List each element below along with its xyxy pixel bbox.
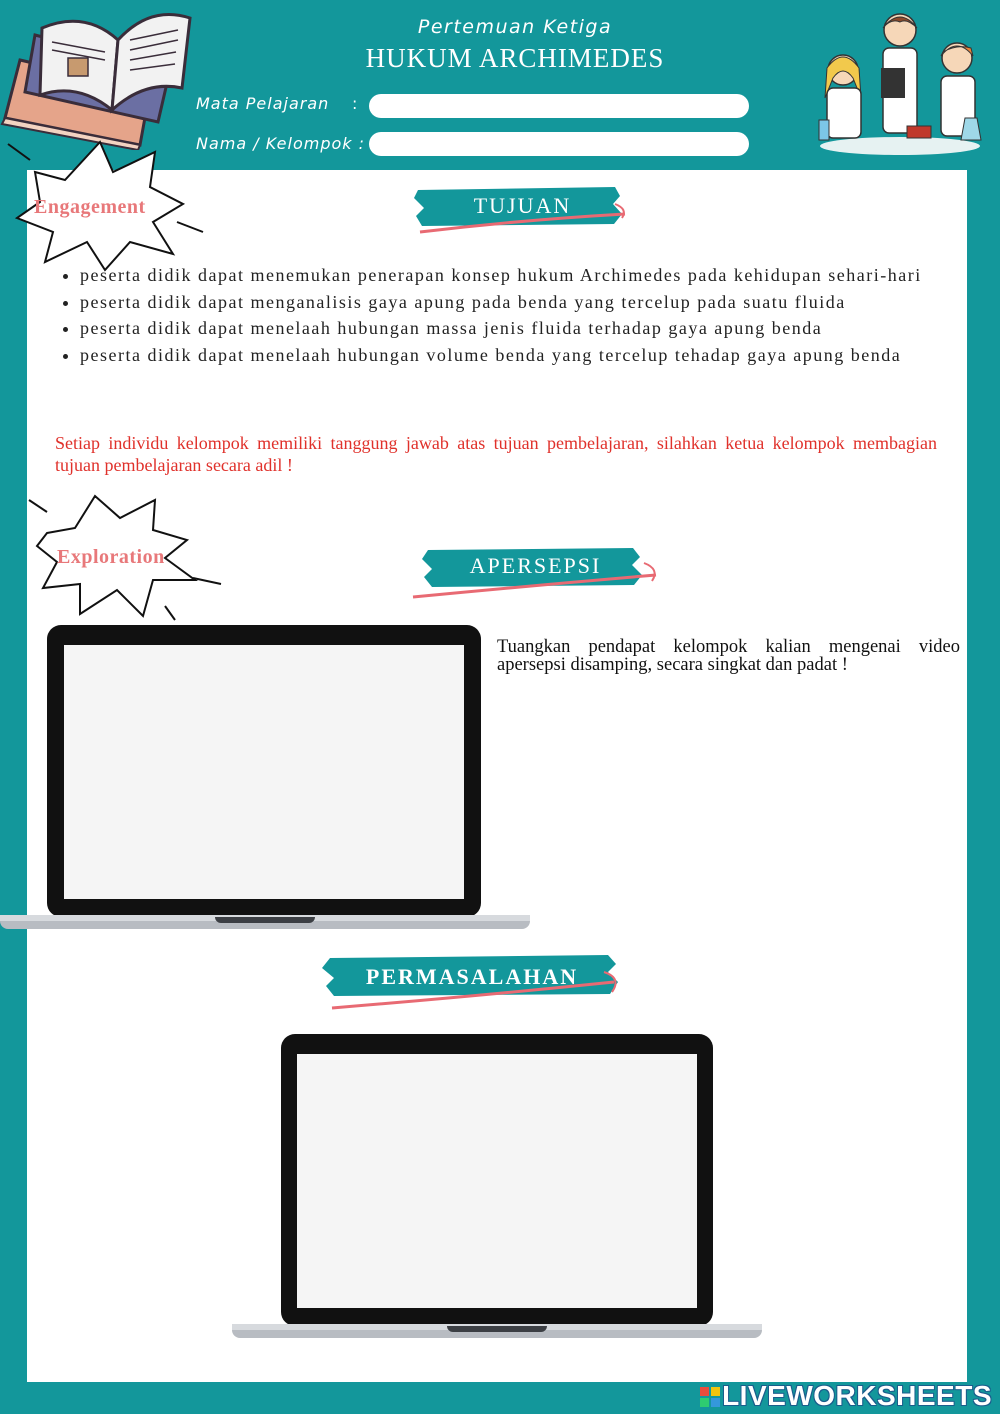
permasalahan-banner-label: PERMASALAHAN: [365, 964, 579, 989]
subject-field-colon: :: [352, 94, 358, 113]
apersepsi-banner-label: APERSEPSI: [469, 553, 602, 578]
apersepsi-video-screen[interactable]: [64, 645, 464, 899]
apersepsi-banner: [408, 545, 663, 605]
laptop-notch: [215, 917, 315, 923]
group-name-input[interactable]: [369, 132, 749, 156]
apersepsi-instruction: Tuangkan pendapat kelompok kalian mengenai video apersepsi disamping, secara singkat dan padat !: [497, 637, 960, 675]
subject-input[interactable]: [369, 94, 749, 118]
watermark-text: LIVEWORKSHEETS: [722, 1380, 992, 1411]
group-responsibility-note: Setiap individu kelompok memiliki tanggung jawab atas tujuan pembelajaran, silahkan ketua kelompok membagian tujuan pembelajaran secara adil !: [55, 433, 937, 475]
subject-field-label: Mata Pelajaran: [196, 94, 330, 113]
objectives-list: [55, 262, 947, 368]
liveworksheets-logo-icon: [700, 1387, 720, 1407]
tujuan-banner-label: TUJUAN: [473, 193, 572, 218]
apersepsi-video-laptop: [0, 625, 530, 930]
group-name-field-label: Nama / Kelompok :: [196, 134, 365, 153]
objective-item: • peserta didik dapat menelaah hubungan massa jenis fluida terhadap gaya apung benda: [80, 315, 947, 342]
objective-item: • peserta didik dapat menelaah hubungan volume benda yang tercelup tehadap gaya apung benda: [80, 342, 947, 369]
liveworksheets-watermark: [700, 1380, 992, 1412]
laptop-notch: [447, 1326, 547, 1332]
page-title: HUKUM ARCHIMEDES: [365, 43, 665, 73]
tujuan-banner: [410, 184, 635, 238]
problem-video-laptop: [232, 1034, 762, 1339]
problem-video-screen[interactable]: [297, 1054, 697, 1308]
objective-item: • peserta didik dapat menganalisis gaya apung pada benda yang tercelup pada suatu fluida: [80, 289, 947, 316]
meeting-subtitle: Pertemuan Ketiga: [417, 16, 613, 38]
objective-item: • peserta didik dapat menemukan penerapan konsep hukum Archimedes pada kehidupan sehari-hari: [80, 262, 947, 289]
exploration-label: Exploration: [57, 546, 165, 568]
permasalahan-banner: [318, 952, 626, 1014]
engagement-label: Engagement: [34, 196, 146, 218]
